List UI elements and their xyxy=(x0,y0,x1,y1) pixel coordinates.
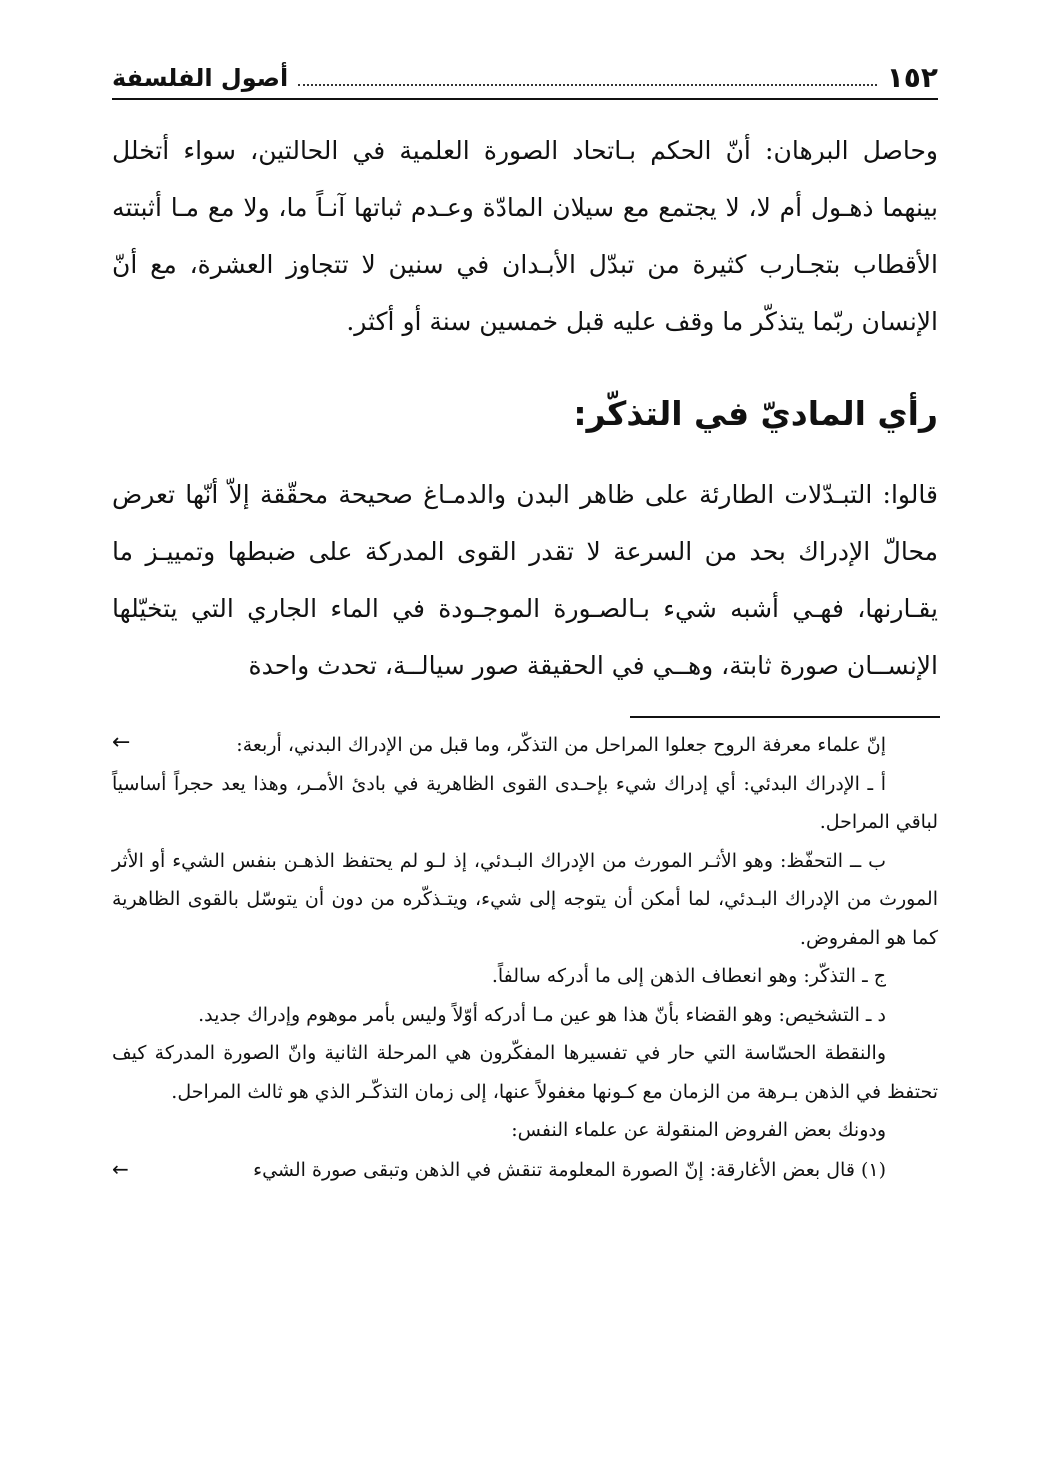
book-title: أصول الفلسفة xyxy=(112,64,289,92)
body-paragraph-1: وحاصل البرهان: أنّ الحكم بـاتحاد الصورة العلمية في الحالتين، سواء أتخلل بينهما ذهـول أم لا، لا يجتمع مع سيلان المادّة وعـدم ثباتها آنـاً ما، ولا مع مـا أثبتته الأقطاب بتجـارب كثيرة من تبدّل الأبـدان في سنين لا تتجاوز العشرة، مع أنّ الإنسان ربّما يتذكّر ما وقف عليه قبل خمسين سنة أو أكثر. xyxy=(112,136,938,336)
footnote-critical-point: والنقطة الحسّاسة التي حار في تفسيرها المفكّرون هي المرحلة الثانية وانّ الصورة المدركة كيف تحتفظ في الذهن بـرهة من الزمان مع كـونها مغفولاً عنها، إلى زمان التذكّـر الذي هو ثالث المراحل. xyxy=(112,1042,938,1103)
footnote-hypothesis-1 xyxy=(112,1150,938,1190)
footnote-intro: إنّ علماء معرفة الروح جعلوا المراحل من التذكّر، وما قبل من الإدراك البدني، أربعة: xyxy=(236,734,886,756)
body-paragraph-2: قالوا: التبـدّلات الطارئة على ظاهر البدن والدمـاغ صحيحة محقّقة إلاّ أنّها تعرض محالّ الإدراك بحد من السرعة لا تقدر القوى المدركة على ضبطها وتمييـز ما يقـارنها، فهـي أشبه شيء بـالصـورة الموجـودة في الماء الجاري التي يتخيّلها الإنســان صورة ثابتة، وهــي في الحقيقة صور سيالــة، تحدث واحدة xyxy=(112,480,938,680)
footnote-item-a: أ ـ الإدراك البدئي: أي إدراك شيء بإحـدى القوى الظاهرية في بادئ الأمـر، وهذا يعد حجراً أساسياً لباقي المراحل. xyxy=(112,772,938,833)
continuation-arrow-icon: ← xyxy=(112,1156,129,1181)
footnote-item-b: ب ــ التحفّظ: وهو الأثـر المورث من الإدراك البـدئي، إذ لـو لم يحتفظ الذهـن بنفس الشيء أو الأثر المورث من الإدراك البـدئي، لما أمكن أن يتوجه إلى شيء، ويتـذكّره من دون أن يتوسّل بالقوى الظاهرية كما هو المفروض. xyxy=(112,849,938,949)
page-header xyxy=(112,48,938,100)
footnotes xyxy=(112,726,938,1189)
footnote-separator xyxy=(630,716,940,718)
header-dotted-leader xyxy=(298,83,877,86)
page-number: ١٥٢ xyxy=(886,61,938,94)
footnote-item-c: ج ـ التذكّر: وهو انعطاف الذهن إلى ما أدركه سالفاً. xyxy=(491,965,886,987)
section-heading: رأي الماديّ في التذكّر: xyxy=(573,394,938,433)
footnote-item-d: د ـ التشخيص: وهو القضاء بأنّ هذا هو عين مـا أدركه أوّلاً وليس بأمر موهوم وإدراك جديد. xyxy=(198,1003,886,1026)
footnote-continuation-arrow-icon: ← xyxy=(112,730,131,755)
footnote-hypothesis-1-text: (١) قال بعض الأغارقة: إنّ الصورة المعلومة تنقش في الذهن وتبقى صورة الشيء xyxy=(253,1158,886,1181)
footnote-hypotheses-intro: ودونك بعض الفروض المنقولة عن علماء النفس: xyxy=(511,1119,886,1141)
